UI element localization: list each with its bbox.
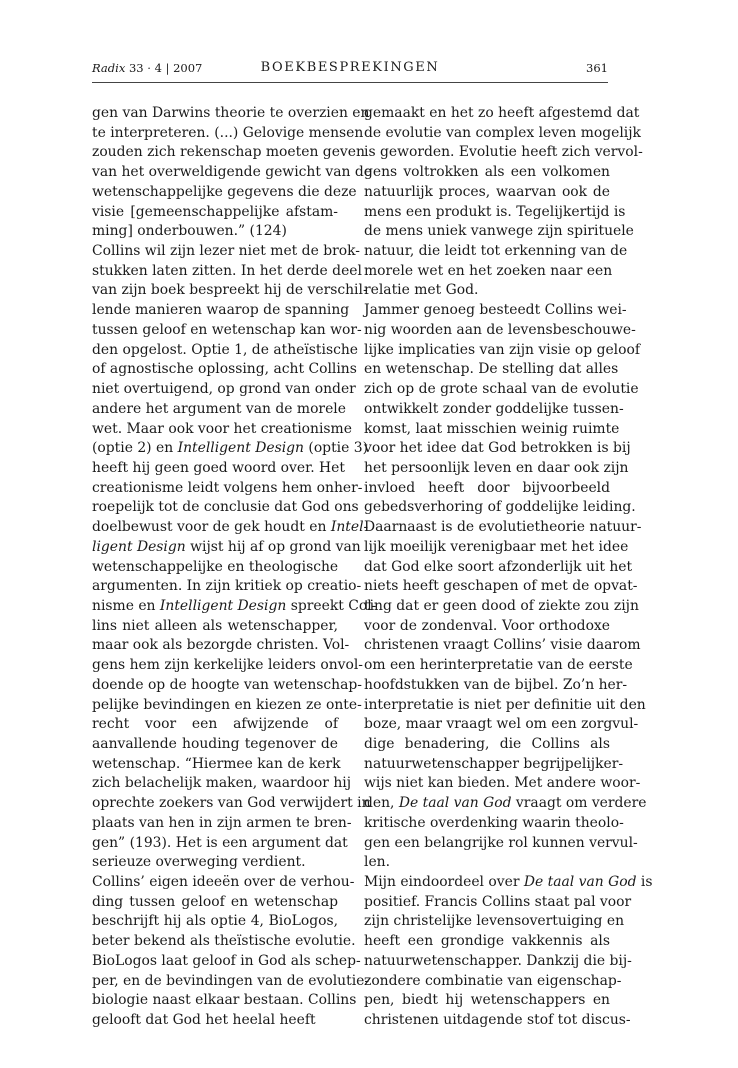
text-run: kritische overdenking waarin theolo- [364, 814, 624, 831]
text-line [92, 104, 370, 124]
text-run: gen een belangrijke rol kunnen vervul- [364, 834, 638, 851]
text-line [92, 242, 360, 262]
text-run: pen, biedt hij wetenschappers en [364, 992, 610, 1009]
text-line [364, 459, 629, 479]
text-run: lijk moeilijk verenigbaar met het idee [364, 538, 629, 555]
text-line [364, 143, 643, 163]
text-line [364, 873, 653, 893]
text-run: tussen geloof en wetenschap kan wor- [92, 321, 362, 338]
text-line [92, 577, 362, 597]
text-run: biologie naast elkaar bestaan. Collins [92, 992, 357, 1009]
text-line [364, 400, 624, 420]
text-line [364, 360, 619, 380]
text-run: den, [364, 795, 399, 812]
text-run: zich belachelijk maken, waardoor hij [92, 775, 352, 792]
text-line [364, 696, 646, 716]
text-run: nig woorden aan de levensbeschouwe- [364, 321, 636, 338]
text-run: per, en de bevindingen van de evolutie- [92, 972, 370, 989]
journal-name: Radix [92, 61, 126, 75]
text-run: zich op de grote schaal van de evolutie [364, 381, 639, 398]
text-line [364, 341, 640, 361]
text-line [92, 321, 362, 341]
text-run: interpretatie is niet per definitie uit den [364, 696, 646, 713]
text-run: ting dat er geen dood of ziekte zou zijn [364, 597, 639, 614]
text-line [364, 104, 640, 124]
text-run: pelijke bevindingen en kiezen ze onte- [92, 696, 362, 713]
text-run: zijn christelijke levensovertuiging en [364, 913, 625, 930]
text-run: niet overtuigend, op grond van onder [92, 381, 356, 398]
text-line [92, 656, 364, 676]
text-run: komst, laat misschien weinig ruimte [364, 420, 620, 437]
text-run: voor het idee dat God betrokken is bij [364, 440, 631, 457]
text-line [92, 794, 371, 814]
text-line [92, 479, 363, 499]
text-line [364, 301, 627, 321]
text-run: van het overweldigende gewicht van de [92, 164, 372, 181]
journal-issue: 33 · 4 | 2007 [128, 61, 203, 75]
text-run: ontwikkelt zonder goddelijke tussen- [364, 400, 624, 417]
text-line [92, 1011, 338, 1031]
text-line [92, 203, 338, 223]
text-run: relatie met God. [364, 282, 479, 299]
text-run: mens een produkt is. Tegelijkertijd is [364, 203, 626, 220]
text-run: zouden zich rekenschap moeten geven [92, 144, 365, 161]
text-run: of agnostische oplossing, acht Collins [92, 361, 357, 378]
text-line [92, 143, 365, 163]
text-line [92, 617, 338, 637]
text-line [92, 341, 359, 361]
text-line [92, 912, 338, 932]
text-run: zondere combinatie van eigenschap- [364, 972, 622, 989]
text-run: Mijn eindoordeel over [364, 874, 524, 891]
text-line [364, 932, 610, 952]
text-line [92, 459, 345, 479]
text-run: gens hem zijn kerkelijke leiders onvol- [92, 657, 364, 674]
text-run: doelbewust voor de gek houdt en [92, 519, 331, 536]
italic-title: Intel- [330, 519, 369, 536]
text-line [92, 538, 361, 558]
text-run: natuurwetenschapper begrijpelijker- [364, 755, 624, 772]
text-run: voor de zondenval. Voor orthodoxe [364, 617, 610, 634]
text-run: natuur, die leidt tot erkenning van de [364, 243, 628, 260]
text-line [364, 222, 634, 242]
text-line [364, 281, 610, 301]
text-line [92, 893, 338, 913]
text-line [364, 183, 610, 203]
text-line [364, 755, 624, 775]
text-line [364, 124, 641, 144]
text-line [364, 676, 628, 696]
text-line [92, 873, 355, 893]
text-run: gen” (193). Het is een argument dat [92, 834, 348, 851]
text-line [364, 617, 610, 637]
text-line [364, 636, 641, 656]
text-line [92, 163, 372, 183]
text-run: lende manieren waarop de spanning [92, 302, 350, 319]
text-run: doende op de hoogte van wetenschap- [92, 676, 362, 693]
text-line [364, 479, 610, 499]
text-run: Jammer genoeg besteedt Collins wei- [364, 302, 627, 319]
text-line [92, 814, 352, 834]
text-line [364, 774, 641, 794]
text-line [364, 538, 629, 558]
text-line [92, 262, 362, 282]
italic-title: Intelligent Design [159, 597, 287, 614]
text-line [92, 597, 377, 617]
text-run: Daarnaast is de evolutietheorie natuur- [364, 519, 642, 536]
text-run: boze, maar vraagt wel om een zorgvul- [364, 716, 639, 733]
section-title: BOEKBESPREKINGEN [260, 60, 440, 75]
text-line [92, 360, 357, 380]
text-line [364, 163, 610, 183]
text-line [92, 952, 361, 972]
text-line [364, 893, 632, 913]
text-run: te interpreteren. (...) Gelovige mensen [92, 124, 364, 141]
text-line [92, 834, 348, 854]
text-line [92, 972, 370, 992]
text-line [92, 420, 352, 440]
text-column-right [364, 104, 653, 1031]
text-run: wetenschappelijke en theologische [92, 558, 339, 575]
text-line [92, 222, 338, 242]
text-line [364, 321, 636, 341]
text-run: en wetenschap. De stelling dat alles [364, 361, 619, 378]
text-run: om een herinterpretatie van de eerste [364, 657, 633, 674]
text-run: christenen uitdagende stof tot discus- [364, 1012, 631, 1029]
text-run: natuurlijk proces, waarvan ook de [364, 183, 610, 200]
running-head [92, 60, 608, 83]
text-run: stukken laten zitten. In het derde deel [92, 262, 362, 279]
text-line [364, 439, 631, 459]
text-run: beter bekend als theïstische evolutie. [92, 933, 356, 950]
text-line [364, 794, 647, 814]
text-run: is [636, 874, 653, 891]
text-run: hoofdstukken van de bijbel. Zo’n her- [364, 676, 628, 693]
text-line [92, 991, 357, 1011]
text-line [364, 262, 613, 282]
text-run: dat God elke soort afzonderlijk uit het [364, 558, 633, 575]
text-line [92, 676, 362, 696]
text-line [92, 380, 356, 400]
text-run: niets heeft geschapen of met de opvat- [364, 578, 638, 595]
text-line [364, 518, 642, 538]
text-line [92, 558, 338, 578]
text-line [92, 735, 338, 755]
text-line [364, 814, 624, 834]
italic-title: Intelligent Design [177, 440, 304, 457]
text-run: gens voltrokken als een volkomen [364, 164, 610, 181]
text-line [364, 972, 622, 992]
text-run: Collins wil zijn lezer niet met de brok- [92, 243, 360, 260]
text-run: BioLogos laat geloof in God als schep- [92, 952, 361, 969]
text-run: creationisme leidt volgens hem onher- [92, 479, 363, 496]
text-run: wetenschap. “Hiermee kan de kerk [92, 755, 341, 772]
text-run: lins niet alleen als wetenschapper, [92, 617, 338, 634]
text-run: ming] onderbouwen.” (124) [92, 223, 287, 240]
text-line [364, 735, 610, 755]
text-column-left [92, 104, 377, 1031]
text-run: is geworden. Evolutie heeft zich vervol- [364, 144, 643, 161]
text-run: roepelijk tot de conclusie dat God ons [92, 499, 359, 516]
text-line [364, 498, 636, 518]
text-run: christenen vraagt Collins’ visie daarom [364, 637, 641, 654]
text-run: Collins’ eigen ideeën over de verhou- [92, 874, 355, 891]
text-line [92, 281, 368, 301]
text-line [364, 242, 628, 262]
text-line [92, 636, 350, 656]
text-run: recht voor een afwijzende of [92, 716, 338, 733]
text-line [92, 124, 364, 144]
text-line [92, 715, 338, 735]
text-line [364, 912, 625, 932]
text-line [92, 853, 338, 873]
text-run: de mens uniek vanwege zijn spirituele [364, 223, 634, 240]
text-run: plaats van hen in zijn armen te bren- [92, 814, 352, 831]
text-run: aanvallende houding tegenover de [92, 736, 338, 752]
italic-title: De taal van God [523, 874, 637, 891]
text-run: wijs niet kan bieden. Met andere woor- [364, 775, 641, 792]
page-number: 361 [586, 61, 608, 75]
text-run: beschrijft hij als optie 4, BioLogos, [92, 913, 338, 930]
text-line [364, 558, 633, 578]
text-run: heeft een grondige vakkennis als [364, 933, 610, 950]
text-line [92, 518, 369, 538]
text-run: het persoonlijk leven en daar ook zijn [364, 459, 629, 476]
text-line [364, 380, 639, 400]
text-line [364, 952, 632, 972]
text-line [364, 203, 626, 223]
text-line [92, 498, 359, 518]
text-line [92, 301, 350, 321]
text-run: ding tussen geloof en wetenschap [92, 893, 338, 910]
italic-title: De taal van God [398, 795, 512, 812]
text-run: visie [gemeenschappelijke afstam- [92, 203, 338, 220]
text-run: andere het argument van de morele [92, 400, 346, 417]
text-run: lijke implicaties van zijn visie op geloof [364, 341, 640, 358]
text-run: natuurwetenschapper. Dankzij die bij- [364, 952, 632, 969]
text-run: wetenschappelijke gegevens die deze [92, 183, 357, 200]
text-run: maar ook als bezorgde christen. Vol- [92, 637, 350, 654]
text-line [92, 932, 356, 952]
text-line [92, 400, 346, 420]
text-line [364, 1011, 631, 1031]
text-run: gebedsverhoring of goddelijke leiding. [364, 499, 636, 516]
text-run: gelooft dat God het heelal heeft [92, 1012, 316, 1029]
italic-title: ligent Design [92, 538, 186, 555]
text-line [364, 853, 610, 873]
text-run: nisme en [92, 597, 160, 614]
text-run: vraagt om verdere [511, 795, 647, 812]
text-line [364, 420, 620, 440]
text-run: argumenten. In zijn kritiek op creatio- [92, 578, 362, 595]
text-run: dige benadering, die Collins als [364, 736, 610, 752]
text-run: van zijn boek bespreekt hij de verschil- [92, 282, 368, 299]
text-run: positief. Francis Collins staat pal voor [364, 893, 632, 910]
text-run: len. [364, 854, 391, 871]
text-run: wijst hij af op grond van [185, 538, 361, 555]
text-run: gemaakt en het zo heeft afgestemd dat [364, 105, 640, 121]
text-line [364, 715, 639, 735]
text-line [364, 834, 638, 854]
text-line [92, 755, 341, 775]
text-run: wet. Maar ook voor het creationisme [92, 420, 352, 437]
text-run: invloed heeft door bijvoorbeeld [364, 479, 610, 496]
text-run: spreekt Col- [286, 597, 377, 614]
text-run: heeft hij geen goed woord over. Het [92, 459, 345, 476]
text-line [364, 577, 638, 597]
text-line [364, 991, 610, 1011]
text-run: (optie 2) en [92, 440, 178, 457]
text-line [92, 439, 368, 459]
text-run: (optie 3) [303, 440, 368, 457]
text-run: serieuze overweging verdient. [92, 854, 306, 871]
text-run: de evolutie van complex leven mogelijk [364, 124, 641, 141]
text-line [364, 597, 639, 617]
text-run: oprechte zoekers van God verwijdert in [92, 795, 371, 812]
text-line [364, 656, 633, 676]
text-line [92, 774, 352, 794]
text-line [92, 183, 357, 203]
text-run: den opgelost. Optie 1, de atheïstische [92, 341, 359, 358]
text-run: morele wet en het zoeken naar een [364, 262, 613, 279]
text-run: gen van Darwins theorie te overzien en [92, 105, 370, 121]
text-line [92, 696, 362, 716]
